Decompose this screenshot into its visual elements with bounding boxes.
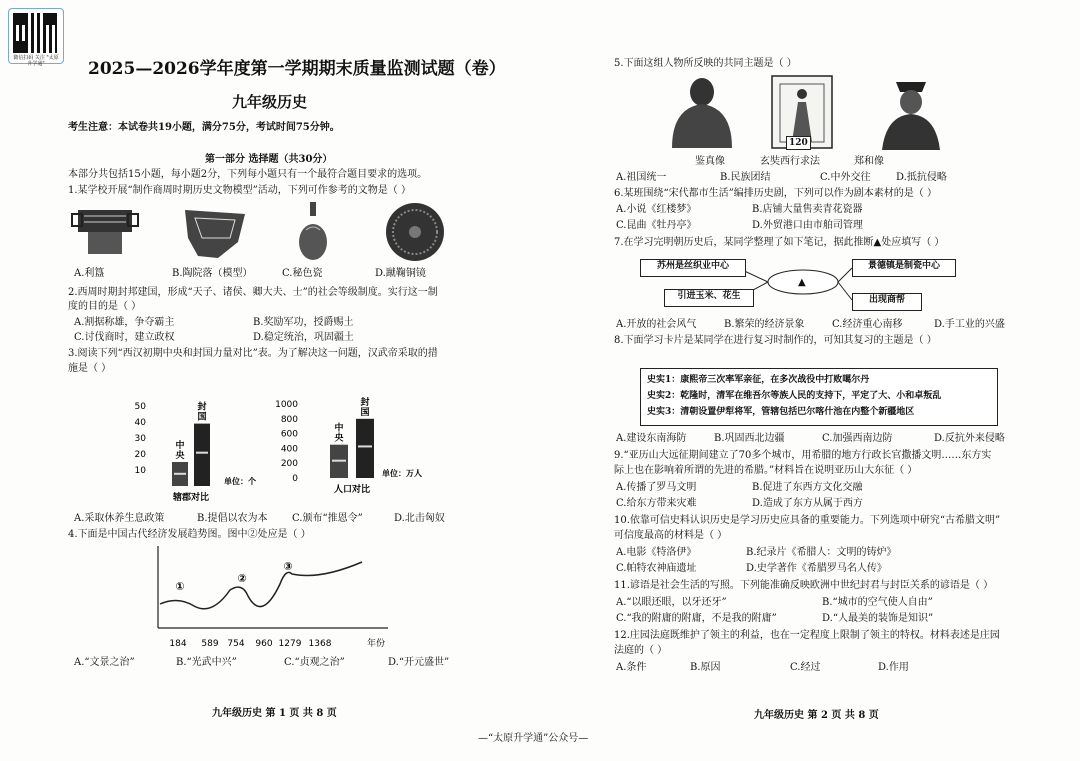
q8-stem: 8.下面学习卡片是某同学在进行复习时制作的，可知其复习的主题是（ ） — [614, 335, 937, 346]
q12-stem: 12.庄园法庭既维护了领主的利益，也在一定程度上限制了领主的特权。材料表述是庄园 — [614, 630, 1000, 641]
q5-portraits — [660, 72, 990, 152]
q11-option-b[interactable]: B.“城市的空气使人自由” — [822, 597, 933, 608]
trend-xtick-1: 589 — [201, 639, 219, 649]
q6-option-b[interactable]: B.店铺大量售卖青花瓷器 — [752, 204, 863, 215]
trend-xtick-0: 184 — [169, 639, 187, 649]
q5-caption-2: 玄奘西行求法 — [760, 156, 820, 167]
chart-economy-trend — [158, 546, 388, 649]
q4-trend-chart — [150, 544, 410, 652]
q1-option-c[interactable]: C.秘色瓷 — [282, 268, 323, 279]
q9-option-c[interactable]: C.给东方带来灾难 — [616, 498, 697, 509]
qr-pattern-icon — [13, 13, 57, 53]
bronze-mirror-icon — [386, 203, 444, 261]
q8-option-a[interactable]: A.建设东南海防 — [616, 433, 687, 444]
q2-option-c[interactable]: C.讨伐商时，建立政权 — [74, 332, 175, 343]
q4-option-b[interactable]: B.“光武中兴” — [176, 657, 237, 668]
q7-center-mark: ▲ — [798, 277, 806, 288]
footer-left: 九年级历史 第 1 页 共 8 页 — [212, 708, 337, 719]
trend-xtick-3: 960 — [255, 639, 273, 649]
chart1-bar-label-1: 封国 — [197, 402, 207, 423]
jianzhen-statue-icon — [672, 78, 732, 148]
q9-option-a[interactable]: A.传播了罗马文明 — [616, 482, 697, 493]
chart2-bar-1 — [356, 419, 374, 478]
chart2-unit: 单位：万人 — [382, 469, 422, 478]
chart2-title: 人口对比 — [333, 485, 371, 495]
stamp-value: 120 — [786, 136, 811, 150]
q7-node-corn: 引进玉米、花生 — [664, 289, 754, 307]
q1-option-a[interactable]: A.利簋 — [74, 268, 105, 279]
q3-option-c[interactable]: C.颁布“推恩令” — [292, 513, 363, 524]
trend-marker-3: ③ — [283, 560, 293, 573]
q10-option-c[interactable]: C.帕特农神庙遗址 — [616, 563, 697, 574]
q3-stem: 3.阅读下列“西汉初期中央和封国力量对比”表。为了解决这一问题，汉武帝采取的措 — [68, 348, 438, 359]
qr-caption: 微信扫码 关注 "太原升学通" — [13, 55, 59, 67]
chart2-bar-label-0: 中央 — [334, 423, 344, 444]
q2-option-d[interactable]: D.稳定统治，巩固疆土 — [253, 332, 354, 343]
chart1-ytick: 20 — [134, 450, 146, 460]
q11-option-c[interactable]: C.“我的附庸的附庸，不是我的附庸” — [616, 613, 777, 624]
q4-option-a[interactable]: A.“文景之治” — [74, 657, 135, 668]
footer-right: 九年级历史 第 2 页 共 8 页 — [754, 710, 879, 721]
q10-option-a[interactable]: A.电影《特洛伊》 — [616, 547, 697, 558]
q5-caption-3: 郑和像 — [854, 156, 884, 167]
zhenghe-figure-icon — [882, 82, 940, 150]
q11-stem: 11.谚语是社会生活的写照。下列能准确反映欧洲中世纪封君与封臣关系的谚语是（ ） — [614, 580, 994, 591]
q5-option-b[interactable]: B.民族团结 — [720, 172, 771, 183]
q12-option-d[interactable]: D.作用 — [878, 662, 909, 673]
q1-option-d[interactable]: D.蹴鞠铜镜 — [375, 268, 426, 279]
q7-option-c[interactable]: C.经济重心南移 — [832, 319, 903, 330]
q2-option-b[interactable]: B.奖励军功，授爵赐土 — [253, 317, 354, 328]
chart1-bar-stripe-0 — [174, 473, 186, 475]
chart2-ytick: 400 — [280, 444, 298, 455]
exam-notice: 考生注意：本试卷共19小题，满分75分，考试时间75分钟。 — [68, 122, 340, 133]
q5-stem: 5.下面这组人物所反映的共同主题是（ ） — [614, 58, 797, 69]
chart1-ytick: 10 — [134, 466, 146, 476]
trend-marker-2: ② — [237, 572, 247, 585]
chart2-bar-label-1: 封国 — [360, 397, 370, 418]
trend-marker-1: ① — [175, 580, 185, 593]
q5-option-d[interactable]: D.抵抗侵略 — [896, 172, 947, 183]
q9-option-b[interactable]: B.促进了东西方文化交融 — [752, 482, 863, 493]
chart2-ytick: 0 — [292, 474, 298, 484]
li-gui-icon — [72, 210, 138, 254]
chart1-ytick: 50 — [134, 402, 146, 412]
q5-caption-1: 鉴真像 — [695, 156, 725, 167]
q11-option-a[interactable]: A.“以眼还眼，以牙还牙” — [616, 597, 727, 608]
chart2-bar-stripe-1 — [358, 445, 372, 447]
q8-option-b[interactable]: B.巩固西北边疆 — [714, 433, 785, 444]
trend-xtick-2: 754 — [227, 639, 245, 649]
q7-node-jingdezhen: 景德镇是制瓷中心 — [852, 259, 956, 277]
courtyard-model-icon — [185, 210, 245, 258]
q12-stem-cont: 法庭的（ ） — [614, 645, 668, 656]
trend-xlabel: 年份 — [366, 639, 386, 649]
q5-option-a[interactable]: A.祖国统一 — [616, 172, 667, 183]
trend-xtick-5: 1368 — [308, 639, 332, 649]
trend-xtick-4: 1279 — [278, 639, 302, 649]
chart1-bar-1 — [194, 424, 210, 486]
q10-option-b[interactable]: B.纪录片《希腊人：文明的铸炉》 — [746, 547, 897, 558]
q4-option-d[interactable]: D.“开元盛世” — [388, 657, 450, 668]
q8-fact-1: 史实1：康熙帝三次率军亲征，在多次战役中打败噶尔丹 — [647, 375, 870, 385]
q3-option-d[interactable]: D.北击匈奴 — [394, 513, 445, 524]
q6-option-d[interactable]: D.外贸港口由市舶司管理 — [752, 220, 863, 231]
q1-option-b[interactable]: B.陶院落（模型） — [172, 268, 253, 279]
q1-stem: 1.某学校开展“制作商周时期历史文物模型”活动，下列可作参考的文物是（ ） — [68, 185, 411, 196]
q5-option-c[interactable]: C.中外交往 — [820, 172, 871, 183]
q2-stem: 2.西周时期封邦建国，形成“天子、诸侯、卿大夫、士”的社会等级制度。实行这一制 — [68, 287, 438, 298]
exam-title: 2025—2026学年度第一学期期末质量监测试题（卷） — [88, 59, 506, 79]
q2-stem-cont: 度的目的是（ ） — [68, 301, 142, 312]
trend-line — [160, 562, 362, 609]
page-right — [560, 0, 1080, 761]
footer-center: —“太原升学通”公众号— — [478, 733, 589, 744]
chart1-bar-label-0: 中央 — [175, 441, 185, 461]
q3-bar-charts — [120, 374, 440, 506]
q4-option-c[interactable]: C.“贞观之治” — [284, 657, 345, 668]
q7-node-merchant: 出现商帮 — [852, 293, 922, 311]
q12-option-c[interactable]: C.经过 — [790, 662, 821, 673]
chart1-title: 辖郡对比 — [172, 493, 210, 503]
celadon-vase-icon — [299, 202, 327, 260]
q8-fact-2: 史实2：乾隆时，清军在维吾尔等族人民的支持下，平定了大、小和卓叛乱 — [647, 391, 942, 401]
chart1-ytick: 40 — [134, 418, 146, 428]
q7-option-b[interactable]: B.繁荣的经济景象 — [724, 319, 805, 330]
exam-subject: 九年级历史 — [232, 93, 308, 111]
q10-stem: 10.依靠可信史料认识历史是学习历史应具备的重要能力。下列选项中研究“古希腊文明” — [614, 515, 1001, 526]
q11-option-d[interactable]: D.“人最美的装饰是知识” — [822, 613, 934, 624]
chart2-ytick: 1000 — [275, 400, 298, 410]
q10-option-d[interactable]: D.史学著作《希腊罗马名人传》 — [746, 563, 887, 574]
q6-option-c[interactable]: C.昆曲《牡丹亭》 — [616, 220, 697, 231]
part1-title: 第一部分 选择题（共30分） — [205, 154, 333, 165]
part1-desc: 本部分共包括15小题，每小题2分，下列每小题只有一个最符合题目要求的选项。 — [68, 169, 428, 180]
q12-option-b[interactable]: B.原因 — [690, 662, 721, 673]
q3-option-a[interactable]: A.采取休养生息政策 — [74, 513, 165, 524]
chart2-ytick: 200 — [280, 459, 298, 470]
chart1-bar-stripe-1 — [196, 452, 208, 454]
q7-option-d[interactable]: D.手工业的兴盛 — [934, 319, 1005, 330]
q7-stem: 7.在学习完明朝历史后，某同学整理了如下笔记，据此推断▲处应填写（ ） — [614, 237, 945, 248]
q3-option-b[interactable]: B.提倡以农为本 — [197, 513, 268, 524]
chart-population — [275, 396, 422, 495]
q6-stem: 6.某班围绕“宋代都市生活”编排历史剧，下列可以作为剧本素材的是（ ） — [614, 188, 937, 199]
q7-option-a[interactable]: A.开放的社会风气 — [616, 319, 697, 330]
q4-stem: 4.下面是中国古代经济发展趋势图。图中②处应是（ ） — [68, 529, 311, 540]
q10-stem-cont: 可信度最高的材料是（ ） — [614, 530, 728, 541]
q8-fact-3: 史实3：清朝设置伊犁将军，管辖包括巴尔喀什池在内整个新疆地区 — [647, 407, 915, 417]
q12-option-a[interactable]: A.条件 — [616, 662, 647, 673]
q8-option-d[interactable]: D.反抗外来侵略 — [934, 433, 1005, 444]
chart2-bar-stripe-0 — [332, 460, 346, 462]
chart1-unit: 单位：个 — [224, 477, 256, 486]
q7-node-suzhou: 苏州是丝织业中心 — [640, 259, 746, 277]
q2-option-a[interactable]: A.割据称雄，争夺霸主 — [74, 317, 175, 328]
q9-stem: 9.“亚历山大远征期间建立了70多个城市，用希腊的地方行政长官撒播文明……东方实 — [614, 450, 992, 461]
qr-code[interactable] — [8, 8, 64, 67]
q8-option-c[interactable]: C.加强西南边防 — [822, 433, 893, 444]
q9-stem-cont: 际上也在影响着所谓的先进的希腊。”材料旨在说明亚历山大东征（ ） — [614, 465, 918, 476]
q3-stem-cont: 施是（ ） — [68, 363, 112, 374]
q8-study-card — [640, 368, 998, 426]
q9-option-d[interactable]: D.造成了东方从属于西方 — [752, 498, 863, 509]
chart1-ytick: 30 — [134, 434, 146, 444]
chart-territory — [135, 401, 256, 503]
chart2-ytick: 600 — [280, 429, 298, 440]
chart2-ytick: 800 — [280, 414, 298, 425]
q1-artifacts — [70, 200, 480, 264]
q6-option-a[interactable]: A.小说《红楼梦》 — [616, 204, 697, 215]
